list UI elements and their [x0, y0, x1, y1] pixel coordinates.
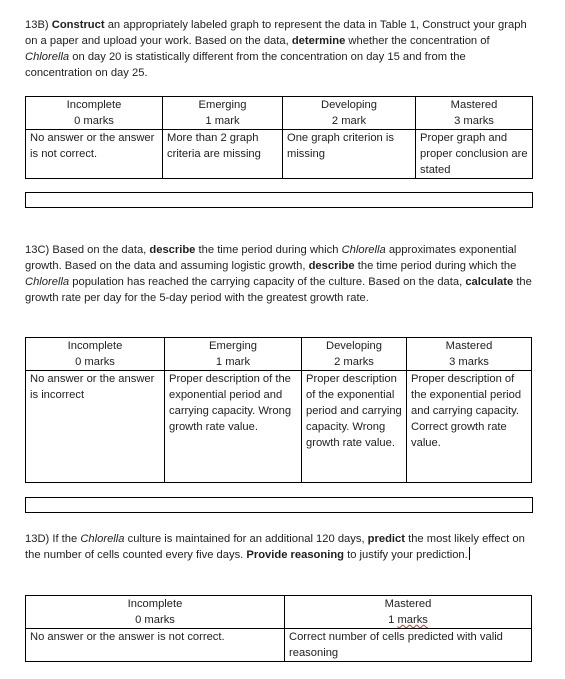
criteria-emerging: More than 2 graph criteria are missing — [163, 130, 283, 179]
text-cursor — [469, 547, 470, 560]
question-13d: 13D) If the Chlorella culture is maintained for an additional 120 days, predict the most likely effect on the number of cells counted every five days. Provide reasoning to justify your prediction. — [25, 533, 525, 561]
rubric-header-row — [26, 596, 532, 629]
header-mastered: Mastered 3 marks — [407, 338, 532, 371]
rubric-criteria-row — [26, 629, 532, 662]
rubric-criteria-row — [26, 371, 532, 483]
criteria-incomplete: No answer or the answer is not correct. — [26, 629, 285, 662]
header-incomplete: Incomplete 0 marks — [26, 596, 285, 629]
answer-box-13b[interactable] — [25, 192, 533, 208]
answer-box-13c[interactable] — [25, 497, 533, 513]
spellcheck-underlined-word: marks — [397, 614, 428, 626]
question-13b: 13B) Construct an appropriately labeled graph to represent the data in Table 1, Construct your graph on a paper and upload your work. Based on the data, determine whether the concentration of Chlorella on day 20 is statistically different from the concentration on day 15 and from the concentration on day 25. — [25, 19, 527, 79]
header-mastered: Mastered 3 marks — [416, 97, 533, 130]
header-incomplete: Incomplete 0 marks — [26, 338, 165, 371]
header-incomplete: Incomplete 0 marks — [26, 97, 163, 130]
header-emerging: Emerging 1 mark — [163, 97, 283, 130]
rubric-criteria-row — [26, 130, 533, 179]
criteria-developing: One graph criterion is missing — [283, 130, 416, 179]
rubric-header-row — [26, 97, 533, 130]
header-mastered: Mastered 1 marks — [285, 596, 532, 629]
criteria-incomplete: No answer or the answer is incorrect — [26, 371, 165, 483]
criteria-mastered: Proper description of the exponential period and carrying capacity. Correct growth rate value. — [407, 371, 532, 483]
criteria-developing: Proper description of the exponential period and carrying capacity. Wrong growth rate value. — [302, 371, 407, 483]
rubric-table-13c — [25, 337, 532, 483]
header-developing: Developing 2 marks — [302, 338, 407, 371]
criteria-incomplete: No answer or the answer is not correct. — [26, 130, 163, 179]
question-13c: 13C) Based on the data, describe the time period during which Chlorella approximates exponential growth. Based on the data and assuming logistic growth, describe the time period during which the Chlorella population has reached the carrying capacity of the culture. Based on the data, calculate the growth rate per day for the 5-day period with the greatest growth rate. — [25, 244, 532, 304]
criteria-mastered: Correct number of cells predicted with valid reasoning — [285, 629, 532, 662]
criteria-mastered: Proper graph and proper conclusion are stated — [416, 130, 533, 179]
header-emerging: Emerging 1 mark — [165, 338, 302, 371]
rubric-table-13b — [25, 96, 533, 179]
criteria-emerging: Proper description of the exponential period and carrying capacity. Wrong growth rate value. — [165, 371, 302, 483]
header-developing: Developing 2 mark — [283, 97, 416, 130]
rubric-header-row — [26, 338, 532, 371]
rubric-table-13d — [25, 595, 532, 662]
